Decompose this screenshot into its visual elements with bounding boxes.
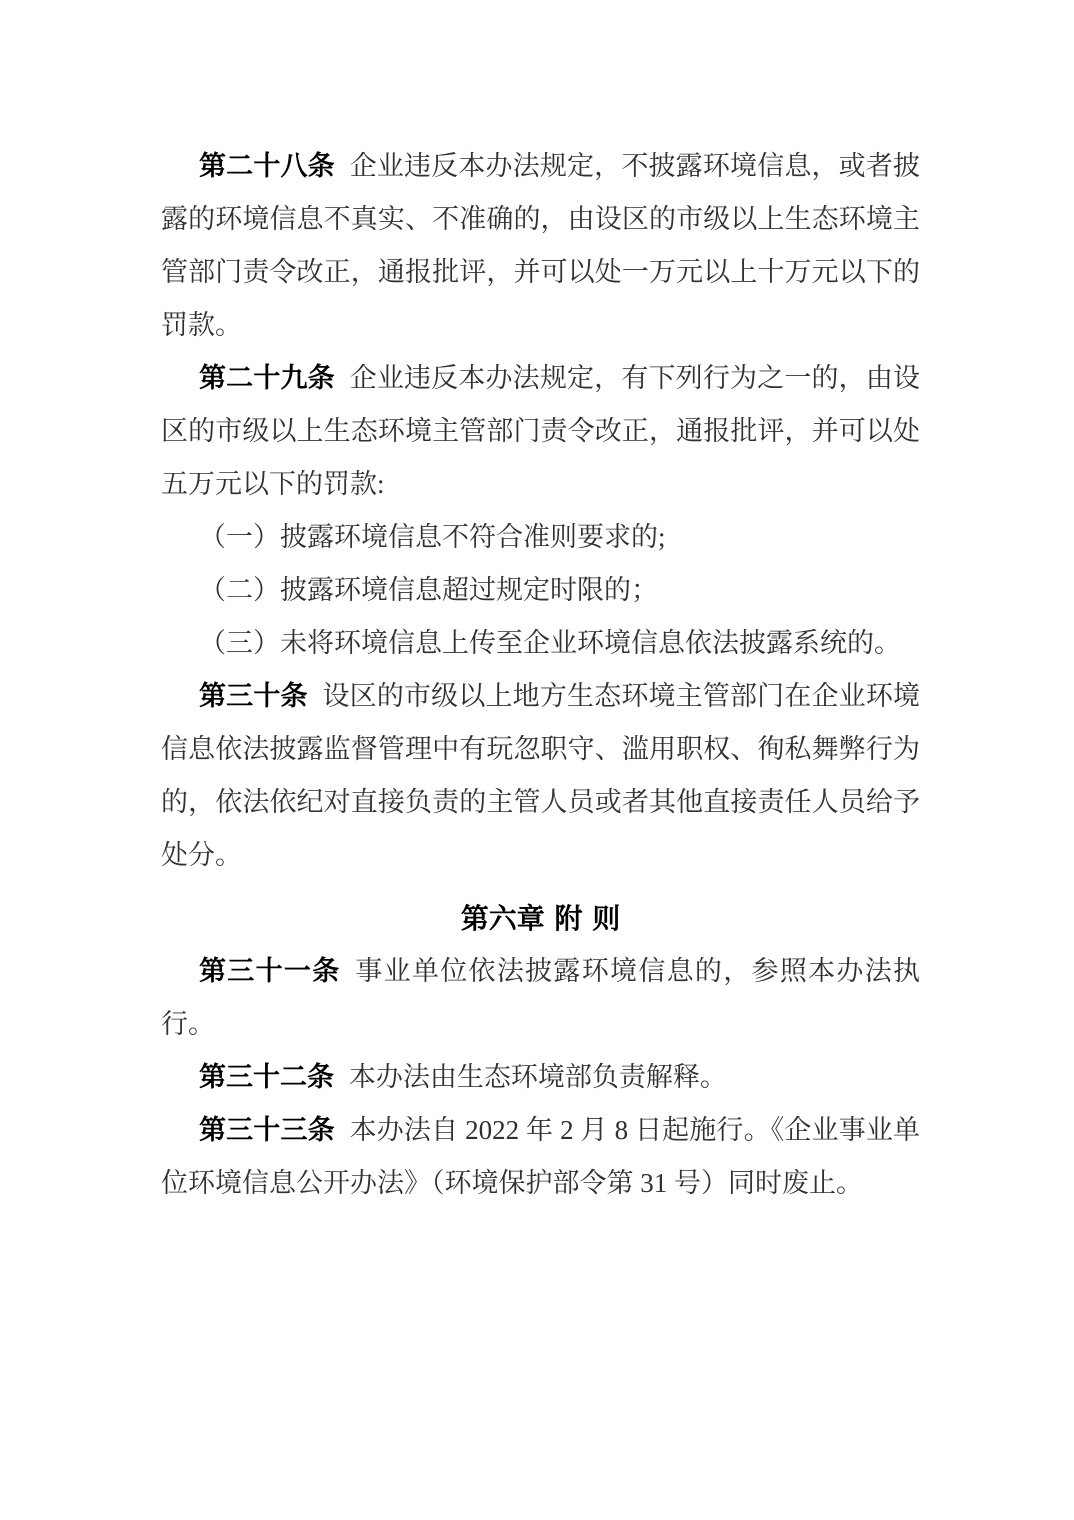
- article-number: 第三十二条: [199, 1062, 334, 1093]
- list-item: [161, 617, 920, 670]
- article-number: 第二十八条: [199, 151, 335, 182]
- article-number: 第三十条: [199, 681, 308, 712]
- article-number: 第三十三条: [199, 1115, 335, 1146]
- article-text: （三）未将环境信息上传至企业环境信息依法披露系统的。: [199, 628, 901, 658]
- article-paragraph: [161, 140, 920, 352]
- article-text: 事业单位依法披露环境信息的，参照本办法执行。: [161, 956, 921, 1039]
- list-item: [161, 511, 920, 564]
- article-text: 企业违反本办法规定，有下列行为之一的，由设区的市级以上生态环境主管部门责令改正，通报批评，并可以处五万元以下的罚款:: [161, 363, 921, 499]
- article-paragraph: [161, 352, 920, 511]
- article-number: 第二十九条: [199, 363, 335, 394]
- document-body: [161, 140, 920, 1210]
- article-text: 设区的市级以上地方生态环境主管部门在企业环境信息依法披露监督管理中有玩忽职守、滥用职权、徇私舞弊行为的，依法依纪对直接负责的主管人员或者其他直接责任人员给予处分。: [161, 681, 921, 870]
- article-text: 企业违反本办法规定，不披露环境信息，或者披露的环境信息不真实、不准确的，由设区的市级以上生态环境主管部门责令改正，通报批评，并可以处一万元以上十万元以下的罚款。: [161, 151, 921, 340]
- article-text: 本办法自 2022 年 2 月 8 日起施行。《企业事业单位环境信息公开办法》（环境保护部令第 31 号）同时废止。: [161, 1115, 921, 1198]
- list-item: [161, 564, 920, 617]
- article-paragraph: [161, 1104, 920, 1210]
- article-text: 本办法由生态环境部负责解释。: [348, 1062, 727, 1092]
- article-paragraph: [161, 1051, 920, 1104]
- chapter-title: 第六章 附 则: [460, 902, 621, 935]
- article-text: （一）披露环境信息不符合准则要求的;: [199, 522, 666, 552]
- article-paragraph: [161, 670, 920, 882]
- article-text: （二）披露环境信息超过规定时限的；: [199, 575, 658, 605]
- article-number: 第三十一条: [199, 956, 341, 987]
- article-paragraph: [161, 945, 920, 1051]
- chapter-heading: [161, 892, 920, 945]
